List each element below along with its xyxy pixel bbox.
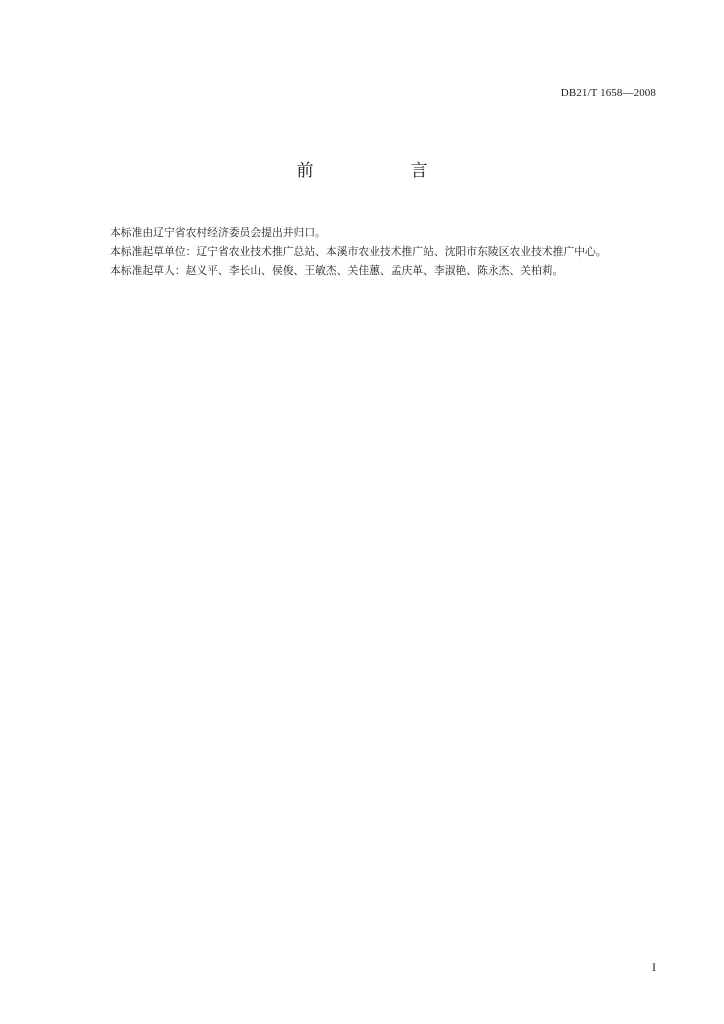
page-title: 前 言: [296, 161, 468, 181]
foreword-content: [86, 223, 656, 280]
standard-code: DB21/T 1658—2008: [560, 87, 656, 99]
paragraph-drafting-units: 本标准起草单位：辽宁省农业技术推广总站、本溪市农业技术推广站、沈阳市东陵区农业技术推广中心。: [110, 245, 607, 258]
page-number: I: [652, 960, 656, 974]
paragraph-proposer: 本标准由辽宁省农村经济委员会提出并归口。: [110, 226, 326, 239]
paragraph-drafters: 本标准起草人：赵义平、李长山、侯俊、王敏杰、关佳蕙、孟庆革、李淑艳、陈永杰、关柏莉。: [110, 264, 564, 277]
